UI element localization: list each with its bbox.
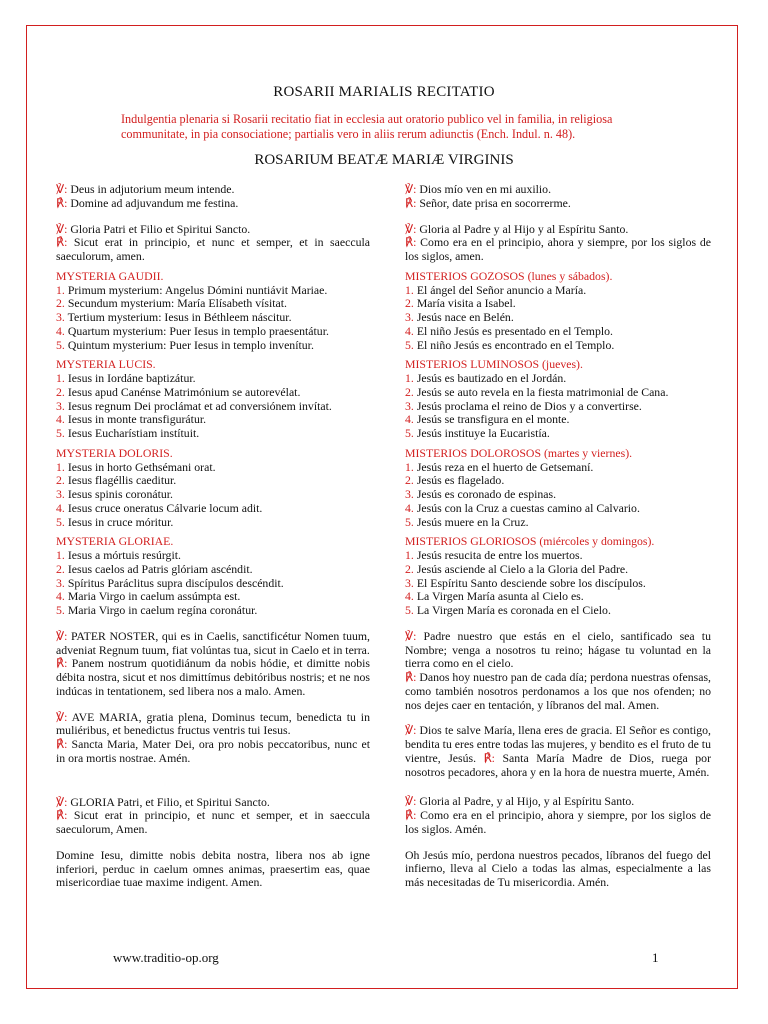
spanish-misterios-luminosos: [405, 358, 711, 441]
latin-ave-response: Sancta Maria, Mater Dei, ora pro nobis peccatoribus, nunc et in ora mortis nostrae. Amén.: [56, 737, 370, 765]
section-heading: MYSTERIA GLORIAE.: [56, 534, 174, 549]
list-item: 2. Secundum mysterium: María Elísabeth vísitat.: [56, 296, 287, 311]
response-mark: ℟:: [405, 808, 417, 822]
response-mark: ℟:: [483, 750, 495, 765]
latin-opening: [56, 183, 370, 211]
section-heading: MISTERIOS DOLOROSOS (martes y viernes).: [405, 445, 633, 460]
list-item: 4. Jesús con la Cruz a cuestas camino al Calvario.: [405, 500, 640, 515]
spanish-gloria-response: Como era en el principio, ahora y siempre, por los siglos de los siglos, amen.: [405, 235, 712, 263]
spanish-misterios-gozosos: [405, 270, 711, 353]
list-item: 5. La Virgen María es coronada en el Cielo.: [405, 603, 611, 617]
list-item: 3. Spíritus Paráclitus supra discípulos descéndit.: [56, 575, 284, 590]
list-item: 2. María visita a Isabel.: [405, 296, 516, 311]
list-item: 1. Jesús resucita de entre los muertos.: [405, 548, 583, 562]
page-number: 1: [652, 950, 659, 965]
latin-opening-response: Domine ad adjuvandum me festina.: [70, 195, 239, 210]
section-heading: MISTERIOS LUMINOSOS (jueves).: [405, 357, 583, 372]
list-item: 4. Quartum mysterium: Puer Iesus in templo praesentátur.: [56, 323, 329, 338]
list-item: 2. Jesús asciende al Cielo a la Gloria del Padre.: [405, 561, 629, 576]
list-item: 4. La Virgen María asunta al Cielo es.: [405, 589, 584, 604]
list-item: 2. Jesús es flagelado.: [405, 473, 505, 488]
list-item: 2. Iesus apud Canénse Matrimónium se autorevélat.: [56, 384, 301, 399]
page-subtitle: ROSARIUM BEATÆ MARIÆ VIRGINIS: [254, 152, 514, 168]
versicle-mark: ℣:: [405, 182, 417, 196]
spanish-padre-nuestro: [405, 630, 711, 713]
list-item: 1. Iesus in horto Gethsémani orat.: [56, 459, 216, 474]
list-item: 1. Jesús es bautizado en el Jordán.: [405, 371, 567, 385]
spanish-column: [405, 183, 711, 890]
section-heading: MYSTERIA DOLORIS.: [56, 445, 173, 460]
spanish-opening-versicle: Dios mío ven en mi auxilio.: [419, 182, 552, 196]
versicle-mark: ℣:: [56, 182, 68, 196]
list-item: 2. Jesús se auto revela en la fiesta matrimonial de Cana.: [405, 384, 669, 399]
spanish-opening-response: Señor, date prisa en socorrerme.: [419, 195, 571, 210]
list-item: 3. Iesus regnum Dei proclámat et ad conversiónem invítat.: [56, 398, 332, 413]
list-item: 5. Iesus in cruce móritur.: [56, 514, 174, 529]
response-mark: ℟:: [56, 656, 68, 671]
spanish-ave-response: Santa María Madre de Dios, ruega por nosotros pecadores, ahora y en la hora de nuestra muerte, Amén.: [405, 750, 711, 779]
response-mark: ℟:: [405, 235, 417, 250]
list-item: 5. Maria Virgo in caelum regína coronátur.: [56, 603, 258, 617]
response-mark: ℟:: [56, 235, 68, 250]
spanish-misterios-gloriosos: [405, 535, 711, 618]
spanish-padre-response: Danos hoy nuestro pan de cada día; perdona nuestras ofensas, como también nosotros perdonamos a los que nos ofenden; no nos dejes caer en tentación, y líbranos del mal. Amen.: [405, 670, 711, 712]
latin-pater-response: Panem nostrum quotidiánum da nobis hódie, et dimitte nobis débita nostra, sicut et nos dimittímus debitóribus nostris; et ne nos indúcas in tentationem, sed libera nos a malo. Amen.: [56, 656, 371, 698]
list-item: 5. El niño Jesús es encontrado en el Templo.: [405, 337, 615, 352]
list-item: 3. Tertium mysterium: Iesus in Béthleem náscitur.: [56, 310, 292, 324]
latin-mysteria-doloris: [56, 447, 370, 530]
list-item: 3. Jesús es coronado de espinas.: [405, 487, 557, 501]
latin-gloria-versicle: Gloria Patri et Filio et Spiritui Sancto.: [70, 221, 251, 236]
indulgence-note: Indulgentia plenaria si Rosarii recitatio fiat in ecclesia aut oratorio publico vel in familia, in religiosa communitate, in pia consociatione; partialis vero in aliis rerum adiunctis (Ench. Indul. n. 48).: [121, 112, 613, 141]
response-mark: ℟:: [56, 808, 68, 823]
list-item: 3. Jesús proclama el reino de Dios y a convertirse.: [405, 398, 642, 413]
versicle-mark: ℣:: [405, 794, 417, 809]
latin-pater-noster: [56, 630, 370, 699]
spanish-gloria: [405, 223, 711, 264]
list-item: 5. Quintum mysterium: Puer Iesus in templo invenítur.: [56, 337, 314, 352]
versicle-mark: ℣:: [405, 628, 417, 643]
footer-url[interactable]: www.traditio-op.org: [113, 950, 219, 965]
versicle-mark: ℣:: [56, 794, 68, 809]
list-item: 4. Iesus in monte transfigurátur.: [56, 412, 207, 427]
spanish-gloria-al-padre: [405, 795, 711, 836]
list-item: 1. Iesus a mórtuis resúrgit.: [56, 548, 181, 562]
list-item: 5. Iesus Eucharístiam instítuit.: [56, 426, 200, 440]
latin-gloria: [56, 223, 370, 264]
latin-gloria2-versicle: GLORIA Patri, et Filio, et Spiritui Sancto.: [70, 794, 270, 809]
spanish-ave-versicle: Dios te salve María, llena eres de gracia. El Señor es contigo, bendita tu eres entre todas las mujeres, y bendito es el fruto de tu vientre, Jesús.: [405, 723, 711, 765]
latin-pater-versicle: PATER NOSTER, qui es in Caelis, sanctificétur Nomen tuum, adveniat Regnum tuum, fiat volúntas tua, sicut in Caelo et in terra.: [56, 628, 371, 657]
list-item: 4. Jesús se transfigura en el monte.: [405, 412, 570, 427]
spanish-gloria-versicle: Gloria al Padre y al Hijo y al Espíritu Santo.: [419, 221, 629, 236]
list-item: 1. Iesus in Iordáne baptizátur.: [56, 371, 196, 385]
spanish-ave-maria: [405, 724, 711, 779]
spanish-opening: [405, 183, 711, 211]
list-item: 5. Jesús instituye la Eucaristía.: [405, 426, 550, 440]
section-heading: MISTERIOS GLORIOSOS (miércoles y domingos).: [405, 534, 655, 549]
list-item: 2. Iesus flagéllis caeditur.: [56, 473, 177, 488]
section-heading: MISTERIOS GOZOSOS (lunes y sábados).: [405, 268, 613, 283]
latin-ave-versicle: AVE MARIA, gratia plena, Dominus tecum, benedicta tu in muliéribus, et benedictus fructus ventris tui Iesus.: [56, 709, 370, 738]
versicle-mark: ℣:: [405, 221, 417, 236]
spanish-misterios-dolorosos: [405, 447, 711, 530]
latin-mysteria-gloriae: [56, 535, 370, 618]
latin-gloria-patri: [56, 796, 370, 837]
list-item: 3. Jesús nace en Belén.: [405, 310, 514, 324]
section-heading: MYSTERIA GAUDII.: [56, 268, 164, 283]
list-item: 4. Iesus cruce oneratus Cálvarie locum adit.: [56, 500, 263, 515]
page-title: ROSARII MARIALIS RECITATIO: [273, 84, 495, 100]
spanish-gloria2-response: Como era en el principio, ahora y siempre, por los siglos de los siglos. Amén.: [405, 808, 712, 836]
list-item: 1. El ángel del Señor anuncio a María.: [405, 282, 587, 297]
latin-closing-prayer: Domine Iesu, dimitte nobis debita nostra, libera nos ab igne inferiori, perduc in caelum omnes animas, praesertim eas, quae misericordiae tuae maxime indigent. Amen.: [56, 847, 370, 890]
latin-gloria2-response: Sicut erat in principio, et nunc et semper, et in saeccula saeculorum, Amen.: [56, 808, 371, 836]
list-item: 1. Jesús reza en el huerto de Getsemaní.: [405, 459, 594, 474]
list-item: 4. Maria Virgo in caelum assúmpta est.: [56, 589, 241, 604]
versicle-mark: ℣:: [56, 709, 68, 724]
versicle-mark: ℣:: [405, 723, 417, 738]
response-mark: ℟:: [405, 195, 417, 210]
spanish-closing-prayer: Oh Jesús mío, perdona nuestros pecados, líbranos del fuego del infierno, lleva al Cielo a todas las almas, especialmente a las más necesitadas de Tu misericordia. Amén.: [405, 847, 711, 889]
list-item: 4. El niño Jesús es presentado en el Templo.: [405, 323, 613, 338]
section-heading: MYSTERIA LUCIS.: [56, 357, 156, 372]
latin-ave-maria: [56, 711, 370, 766]
list-item: 2. Iesus caelos ad Patris glóriam ascéndit.: [56, 561, 253, 576]
response-mark: ℟:: [405, 670, 417, 684]
spanish-padre-versicle: Padre nuestro que estás en el cielo, santificado sea tu Nombre; venga a nosotros tu reino; hágase tu voluntad en la tierra como en el cielo.: [405, 628, 711, 671]
list-item: 3. El Espíritu Santo desciende sobre los discípulos.: [405, 575, 646, 590]
list-item: 5. Jesús muere en la Cruz.: [405, 514, 529, 529]
response-mark: ℟:: [56, 195, 68, 210]
latin-column: [56, 183, 370, 890]
latin-opening-versicle: Deus in adjutorium meum intende.: [70, 182, 235, 196]
latin-mysteria-lucis: [56, 358, 370, 441]
versicle-mark: ℣:: [56, 628, 68, 643]
spanish-gloria2-versicle: Gloria al Padre, y al Hijo, y al Espíritu Santo.: [419, 794, 635, 809]
latin-gloria-response: Sicut erat in principio, et nunc et semper, et in saeccula saeculorum, amen.: [56, 235, 371, 263]
list-item: 1. Primum mysterium: Angelus Dómini nuntiávit Mariae.: [56, 282, 328, 297]
latin-mysteria-gaudii: [56, 270, 370, 353]
versicle-mark: ℣:: [56, 221, 68, 236]
list-item: 3. Iesus spinis coronátur.: [56, 487, 173, 501]
response-mark: ℟:: [56, 737, 68, 751]
